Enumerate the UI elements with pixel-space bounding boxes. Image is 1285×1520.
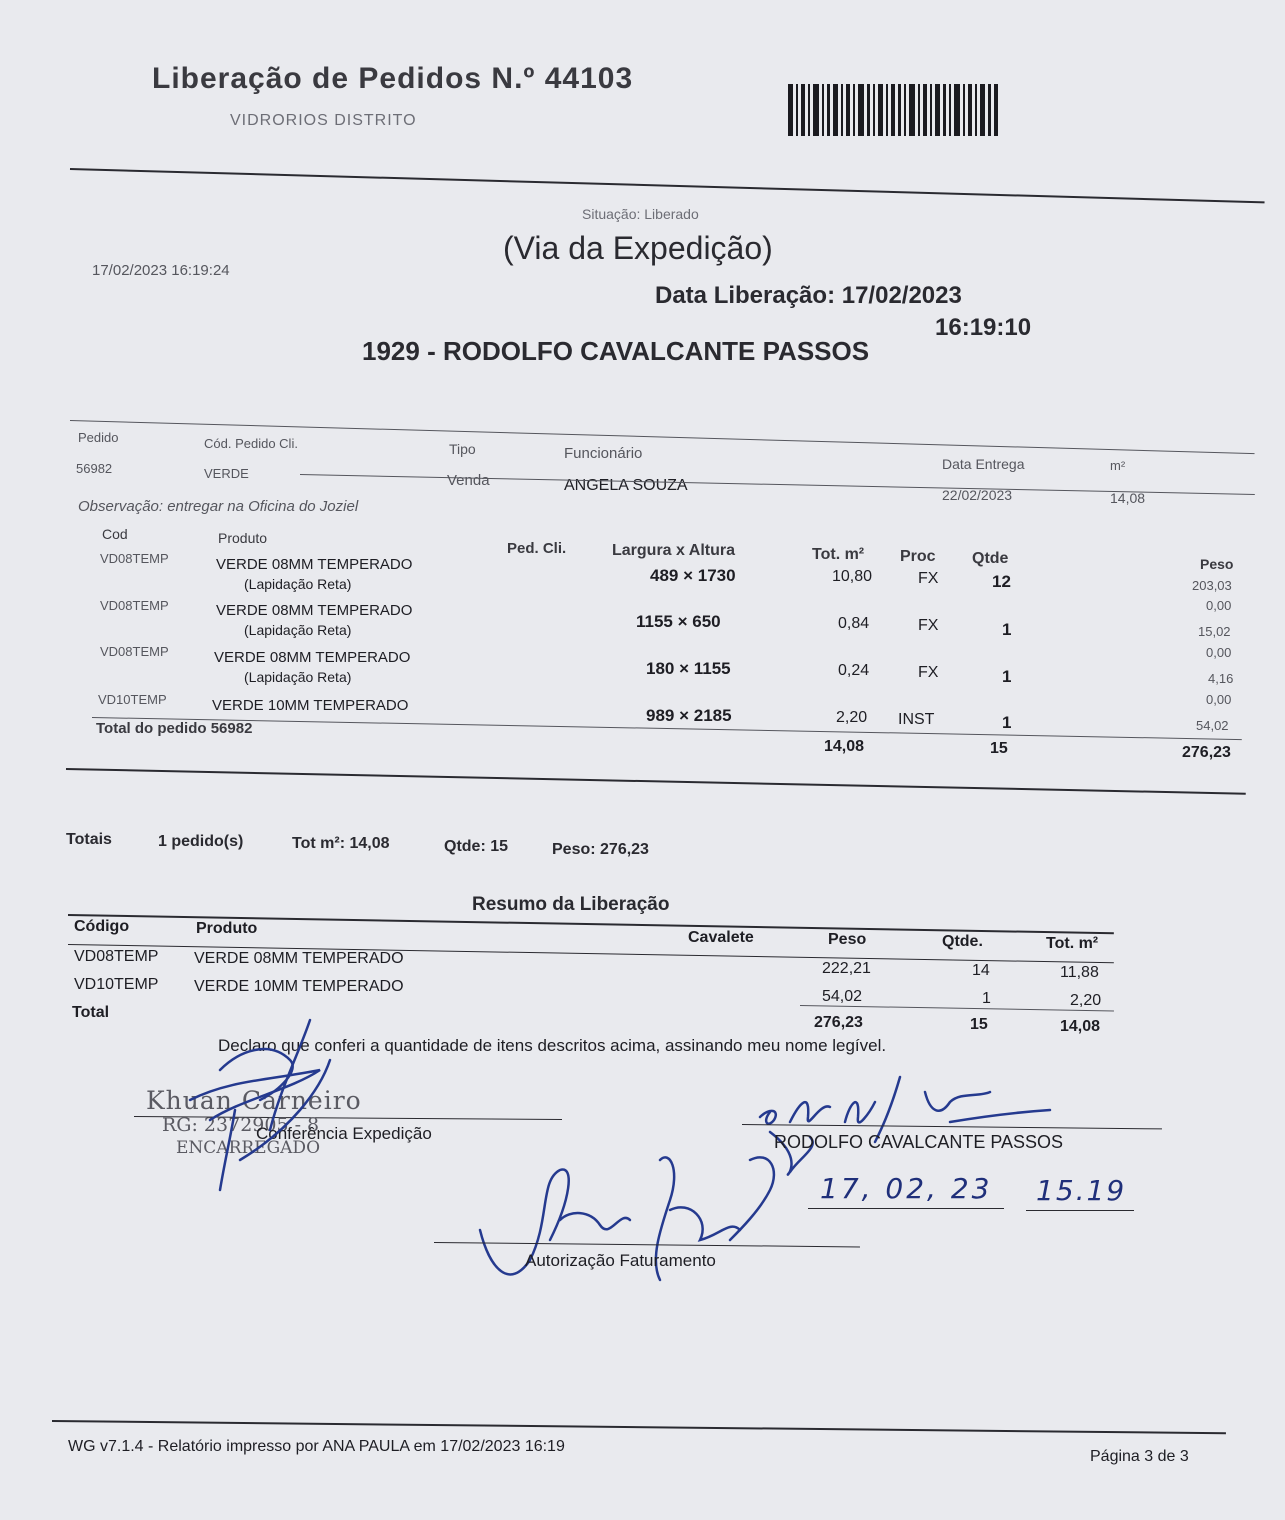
col-ped-cli: Ped. Cli. <box>507 540 567 557</box>
row2-qtde: 1 <box>1002 620 1012 639</box>
row1-qtde: 12 <box>992 572 1011 591</box>
totais-qtde: Qtde: 15 <box>444 838 509 855</box>
stamp-role: ENCARREGADO <box>176 1138 321 1158</box>
resumo-row2-peso: 54,02 <box>822 988 863 1005</box>
total-pedido-label: Total do pedido 56982 <box>96 720 253 737</box>
col-largura-altura: Largura x Altura <box>612 542 735 559</box>
row1-peso: 203,03 <box>1192 578 1232 593</box>
label-tipo: Tipo <box>449 441 476 457</box>
row1-proc: FX <box>918 570 939 587</box>
row3-peso: 4,16 <box>1208 671 1234 686</box>
row3-qtde: 1 <box>1002 667 1012 686</box>
resumo-row1-produto: VERDE 08MM TEMPERADO <box>194 950 404 967</box>
value-data-entrega: 22/02/2023 <box>942 487 1013 503</box>
row4-proc: INST <box>898 711 935 728</box>
resumo-col-codigo: Código <box>74 918 130 935</box>
situacao: Situação: Liberado <box>582 206 699 222</box>
declaracao: Declaro que conferi a quantidade de itens descritos acima, assinando meu nome legível. <box>218 1036 887 1055</box>
row2-dims: 1155 × 650 <box>636 612 721 631</box>
data-liberacao: Data Liberação: 17/02/2023 <box>655 282 962 309</box>
row2-cod: VD08TEMP <box>100 598 169 613</box>
row1-sub: (Lapidação Reta) <box>244 576 352 592</box>
handwritten-date: 17, 02, 23 <box>820 1172 993 1205</box>
row3-tot: 0,24 <box>838 662 870 679</box>
row2-proc: FX <box>918 617 939 634</box>
resumo-row1-codigo: VD08TEMP <box>74 948 159 965</box>
conferencia-label: Conferência Expedição <box>256 1124 432 1143</box>
footer-divider <box>52 1420 1226 1434</box>
label-m2: m² <box>1110 458 1126 473</box>
row4-qtde: 1 <box>1002 713 1012 732</box>
col-peso: Peso <box>1200 556 1234 572</box>
row3-produto: VERDE 08MM TEMPERADO <box>214 649 411 666</box>
resumo-col-tot-m2: Tot. m² <box>1046 935 1099 952</box>
report-title: Liberação de Pedidos N.º 44103 <box>152 62 634 95</box>
label-pedido: Pedido <box>78 430 119 445</box>
total-pedido-peso: 276,23 <box>1182 744 1231 761</box>
resumo-total-qtde: 15 <box>970 1016 988 1033</box>
total-pedido-m2: 14,08 <box>824 738 865 755</box>
resumo-col-produto: Produto <box>196 920 258 937</box>
autorizacao-label: Autorização Faturamento <box>525 1251 716 1270</box>
resumo-total-label: Total <box>72 1004 110 1021</box>
row4-peso: 54,02 <box>1196 718 1229 733</box>
row3-sub: (Lapidação Reta) <box>244 669 352 685</box>
row4-produto: VERDE 10MM TEMPERADO <box>212 697 409 714</box>
value-cod-pedido-cli: VERDE <box>204 466 249 481</box>
row3-proc: FX <box>918 664 939 681</box>
totais-peso: Peso: 276,23 <box>552 841 649 858</box>
row3-peso2: 0,00 <box>1206 692 1232 707</box>
footer-left: WG v7.1.4 - Relatório impresso por ANA PAULA em 17/02/2023 16:19 <box>68 1438 565 1455</box>
resumo-total-peso: 276,23 <box>814 1014 863 1031</box>
cliente-title: 1929 - RODOLFO CAVALCANTE PASSOS <box>362 336 870 366</box>
row3-dims: 180 × 1155 <box>646 659 731 678</box>
label-cod-pedido-cli: Cód. Pedido Cli. <box>204 436 298 451</box>
totais-label: Totais <box>66 831 112 848</box>
via-title: (Via da Expedição) <box>503 230 773 266</box>
date-line <box>808 1208 1004 1209</box>
cliente-label: RODOLFO CAVALCANTE PASSOS <box>774 1132 1064 1152</box>
observacao: Observação: entregar na Oficina do Joziel <box>78 498 359 515</box>
row1-peso2: 0,00 <box>1206 598 1232 613</box>
time-line <box>1026 1210 1134 1211</box>
signature-cliente <box>750 1062 1070 1182</box>
row4-tot: 2,20 <box>836 709 868 726</box>
col-proc: Proc <box>900 548 936 565</box>
value-tipo: Venda <box>447 472 490 489</box>
handwritten-time: 15.19 <box>1036 1174 1127 1207</box>
col-qtde: Qtde <box>972 550 1009 567</box>
label-data-entrega: Data Entrega <box>942 456 1025 472</box>
barcode <box>788 84 1000 138</box>
row2-peso2: 0,00 <box>1206 645 1232 660</box>
row2-tot: 0,84 <box>838 615 870 632</box>
value-m2: 14,08 <box>1110 490 1146 506</box>
total-pedido-qtde: 15 <box>990 740 1008 757</box>
footer-right: Página 3 de 3 <box>1090 1448 1189 1465</box>
resumo-row1-qtde: 14 <box>972 962 990 979</box>
row2-peso: 15,02 <box>1198 624 1231 639</box>
resumo-col-peso: Peso <box>828 931 867 948</box>
resumo-total-tot: 14,08 <box>1060 1018 1101 1035</box>
stamp-name: Khuan Carneiro <box>146 1086 362 1115</box>
col-tot-m2: Tot. m² <box>812 546 865 563</box>
row2-sub: (Lapidação Reta) <box>244 622 352 638</box>
company-name: VIDRORIOS DISTRITO <box>230 112 417 129</box>
row1-cod: VD08TEMP <box>100 551 169 566</box>
items-bottom-divider <box>66 768 1246 795</box>
signature-conferencia <box>180 1010 380 1200</box>
resumo-row2-produto: VERDE 10MM TEMPERADO <box>194 978 404 995</box>
hora-liberacao: 16:19:10 <box>935 314 1032 341</box>
resumo-row1-tot: 11,88 <box>1060 964 1099 981</box>
order-values-divider <box>300 474 1255 495</box>
header-divider <box>70 168 1265 203</box>
printed-at: 17/02/2023 16:19:24 <box>92 262 230 279</box>
row4-dims: 989 × 2185 <box>646 706 732 725</box>
row2-produto: VERDE 08MM TEMPERADO <box>216 602 413 619</box>
stamp-rg: RG: 2372905 - 8 <box>162 1114 320 1136</box>
col-produto: Produto <box>218 530 268 546</box>
resumo-row2-codigo: VD10TEMP <box>74 976 159 993</box>
resumo-col-cavalete: Cavalete <box>688 929 754 946</box>
row4-cod: VD10TEMP <box>98 692 167 707</box>
col-cod: Cod <box>102 526 128 542</box>
resumo-row2-qtde: 1 <box>982 990 991 1007</box>
row3-cod: VD08TEMP <box>100 644 169 659</box>
resumo-row2-tot: 2,20 <box>1070 992 1102 1009</box>
resumo-col-qtde: Qtde. <box>942 933 983 950</box>
resumo-title: Resumo da Liberação <box>472 894 670 915</box>
totais-pedidos: 1 pedido(s) <box>158 833 244 850</box>
resumo-row1-peso: 222,21 <box>822 960 871 977</box>
row1-tot: 10,80 <box>832 568 873 585</box>
row1-produto: VERDE 08MM TEMPERADO <box>216 556 413 573</box>
value-funcionario: ANGELA SOUZA <box>564 477 688 494</box>
resumo-total-divider <box>800 1005 1114 1011</box>
totais-m2: Tot m²: 14,08 <box>292 835 390 852</box>
label-funcionario: Funcionário <box>564 445 643 462</box>
value-pedido: 56982 <box>76 461 113 476</box>
row1-dims: 489 × 1730 <box>650 566 736 585</box>
